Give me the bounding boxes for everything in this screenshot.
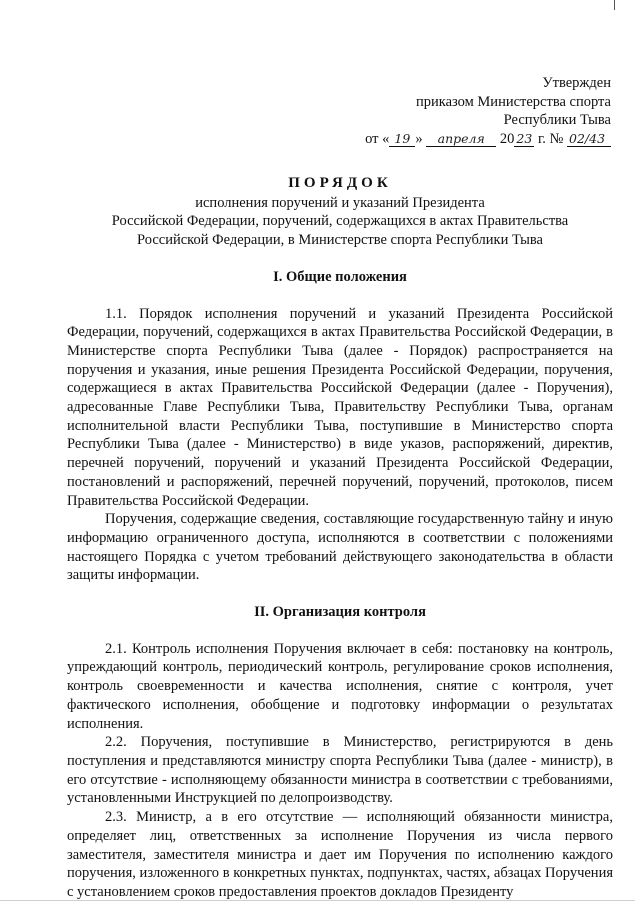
approval-line-2: приказом Министерства спорта bbox=[415, 93, 611, 110]
date-close-quote: » bbox=[415, 130, 423, 147]
approval-line-1: Утвержден bbox=[542, 75, 611, 91]
document-body bbox=[67, 174, 613, 902]
paragraph-2-3: 2.3. Министр, а в его отсутствие — исполняющий обязанности министра, определяет лиц, ответственных за исполнение Поручения из числа первого заместителя, заместителя министра и дает им Поручения по исполнению каждого поручения, изложенного в конкретных пунктах, подпунктах, частях, абзацах Поручения с установлением сроков предоставления проектов докладов Президенту bbox=[67, 809, 613, 900]
approval-line-3: Республики Тыва bbox=[503, 112, 611, 128]
date-day-handwritten: 19 bbox=[389, 132, 415, 147]
approval-date-line bbox=[365, 130, 611, 149]
scan-bottom-edge bbox=[0, 900, 635, 901]
subtitle-line-1: исполнения поручений и указаний Президента bbox=[195, 194, 485, 211]
date-year-prefix: 20 bbox=[499, 130, 515, 147]
section-heading-general: I. Общие положения bbox=[273, 268, 407, 285]
paragraph-2-2: 2.2. Поручения, поступившие в Министерство, регистрируются в день поступления и представляются министру спорта Республики Тыва (далее - министр), в его отсутствие - исполняющему обязанности министра в соответствии с требованиями, установленными Инструкцией по делопроизводству. bbox=[67, 734, 613, 807]
scan-edge-mark bbox=[614, 0, 615, 10]
paragraph-2-1: 2.1. Контроль исполнения Поручения включает в себя: постановку на контроль, упреждающий контроль, периодический контроль, регулирование сроков исполнения, контроль своевременности и качества исполнения, снятие с контроля, учет фактического исполнения, обобщение и подготовку информации о результатах исполнения. bbox=[67, 640, 613, 732]
date-year-handwritten: 23 bbox=[514, 132, 534, 147]
approval-block bbox=[365, 74, 611, 148]
subtitle-line-3: Российской Федерации, в Министерстве спорта Республики Тыва bbox=[137, 232, 543, 249]
subtitle-line-2: Российской Федерации, поручений, содержащихся в актах Правительства bbox=[111, 213, 569, 230]
document-title: ПОРЯДОК bbox=[288, 175, 392, 191]
paragraph-1-restricted: Поручения, содержащие сведения, составляющие государственную тайну и иную информацию ограниченного доступа, исполняются в соответствии с положениями настоящего Порядка с учетом требований действующего законодательства в области защиты информации. bbox=[67, 511, 613, 584]
date-prefix: от « bbox=[365, 130, 390, 147]
section-heading-control: II. Организация контроля bbox=[254, 604, 426, 621]
paragraph-1-1: 1.1. Порядок исполнения поручений и указаний Президента Российской Федерации, поручений, содержащихся в актах Правительства Российской Федерации, в Министерстве спорта Республики Тыва (далее - Порядок) распространяется на поручения и указания, иные решения Президента Российской Федерации, поручения, содержащиеся в актах Правительства Российской Федерации (далее - Поручения), адресованные Главе Республики Тыва, Правительству Республики Тыва, органам исполнительной власти Республики Тыва, поступившие в Министерство спорта Республики Тыва (далее - Министерство) в виде указов, распоряжений, директив, перечней поручений, поручений и указаний Президента Российской Федерации, постановлений и распоряжений, перечней поручений, поручений, протоколов, писем Правительства Российской Федерации. bbox=[67, 305, 613, 509]
order-number-handwritten: 02/43 bbox=[567, 132, 611, 147]
date-suffix: г. № bbox=[537, 130, 564, 147]
date-month-handwritten: апреля bbox=[426, 132, 496, 147]
